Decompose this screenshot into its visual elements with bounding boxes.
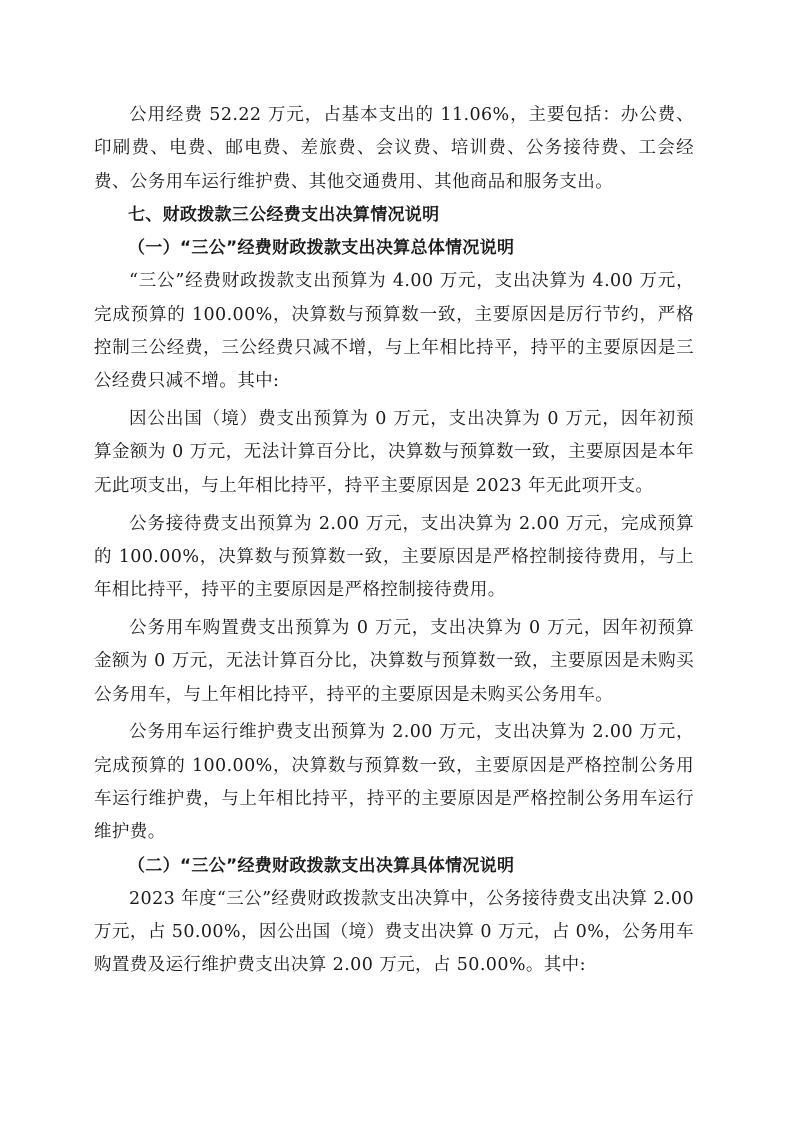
paragraph-public-expenses: 公用经费 52.22 万元，占基本支出的 11.06%，主要包括：办公费、印刷费、电费、邮电费、差旅费、会议费、培训费、公务接待费、工会经费、公务用车运行维护费、其他交通费用、其他商品和服务支出。 xyxy=(94,105,694,192)
paragraph-overall-budget: “三公”经费财政拨款支出预算为 4.00 万元，支出决算为 4.00 万元，完成预算的 100.00%，决算数与预算数一致，主要原因是厉行节约，严格控制三公经费，三公经费只减不增，与上年相比持平，持平的主要原因是三公经费只减不增。其中: xyxy=(94,271,694,392)
paragraph-reception-expenses: 公务接待费支出预算为 2.00 万元，支出决算为 2.00 万元，完成预算的 100.00%，决算数与预算数一致，主要原因是严格控制接待费用，与上年相比持平，持平的主要原因是严格控制接待费用。 xyxy=(94,513,694,601)
paragraph-specific-breakdown: 2023 年度“三公”经费财政拨款支出决算中，公务接待费支出决算 2.00 万元，占 50.00%，因公出国（境）费支出决算 0 万元，占 0%，公务用车购置费及运行维护费支出决算 2.00 万元，占 50.00%。其中: xyxy=(94,888,694,976)
subheading-specific-situation: （二）“三公”经费财政拨款支出决算具体情况说明 xyxy=(128,855,515,876)
paragraph-vehicle-purchase: 公务用车购置费支出预算为 0 万元，支出决算为 0 万元，因年初预算金额为 0 万元，无法计算百分比，决算数与预算数一致，主要原因是未购买公务用车，与上年相比持平，持平的主要原因是未购买公务用车。 xyxy=(94,617,694,705)
document-page xyxy=(94,99,694,983)
subheading-overall-situation: （一）“三公”经费财政拨款支出决算总体情况说明 xyxy=(128,238,515,259)
paragraph-vehicle-maintenance: 公务用车运行维护费支出预算为 2.00 万元，支出决算为 2.00 万元，完成预算的 100.00%，决算数与预算数一致，主要原因是严格控制公务用车运行维护费，与上年相比持平，持平的主要原因是严格控制公务用车运行维护费。 xyxy=(94,722,694,843)
paragraph-overseas-travel: 因公出国（境）费支出预算为 0 万元，支出决算为 0 万元，因年初预算金额为 0 万元，无法计算百分比，决算数与预算数一致，主要原因是本年无此项支出，与上年相比持平，持平主要原因是 2023 年无此项开支。 xyxy=(94,409,694,496)
section-heading-three-public-expenses: 七、财政拨款三公经费支出决算情况说明 xyxy=(128,204,440,225)
